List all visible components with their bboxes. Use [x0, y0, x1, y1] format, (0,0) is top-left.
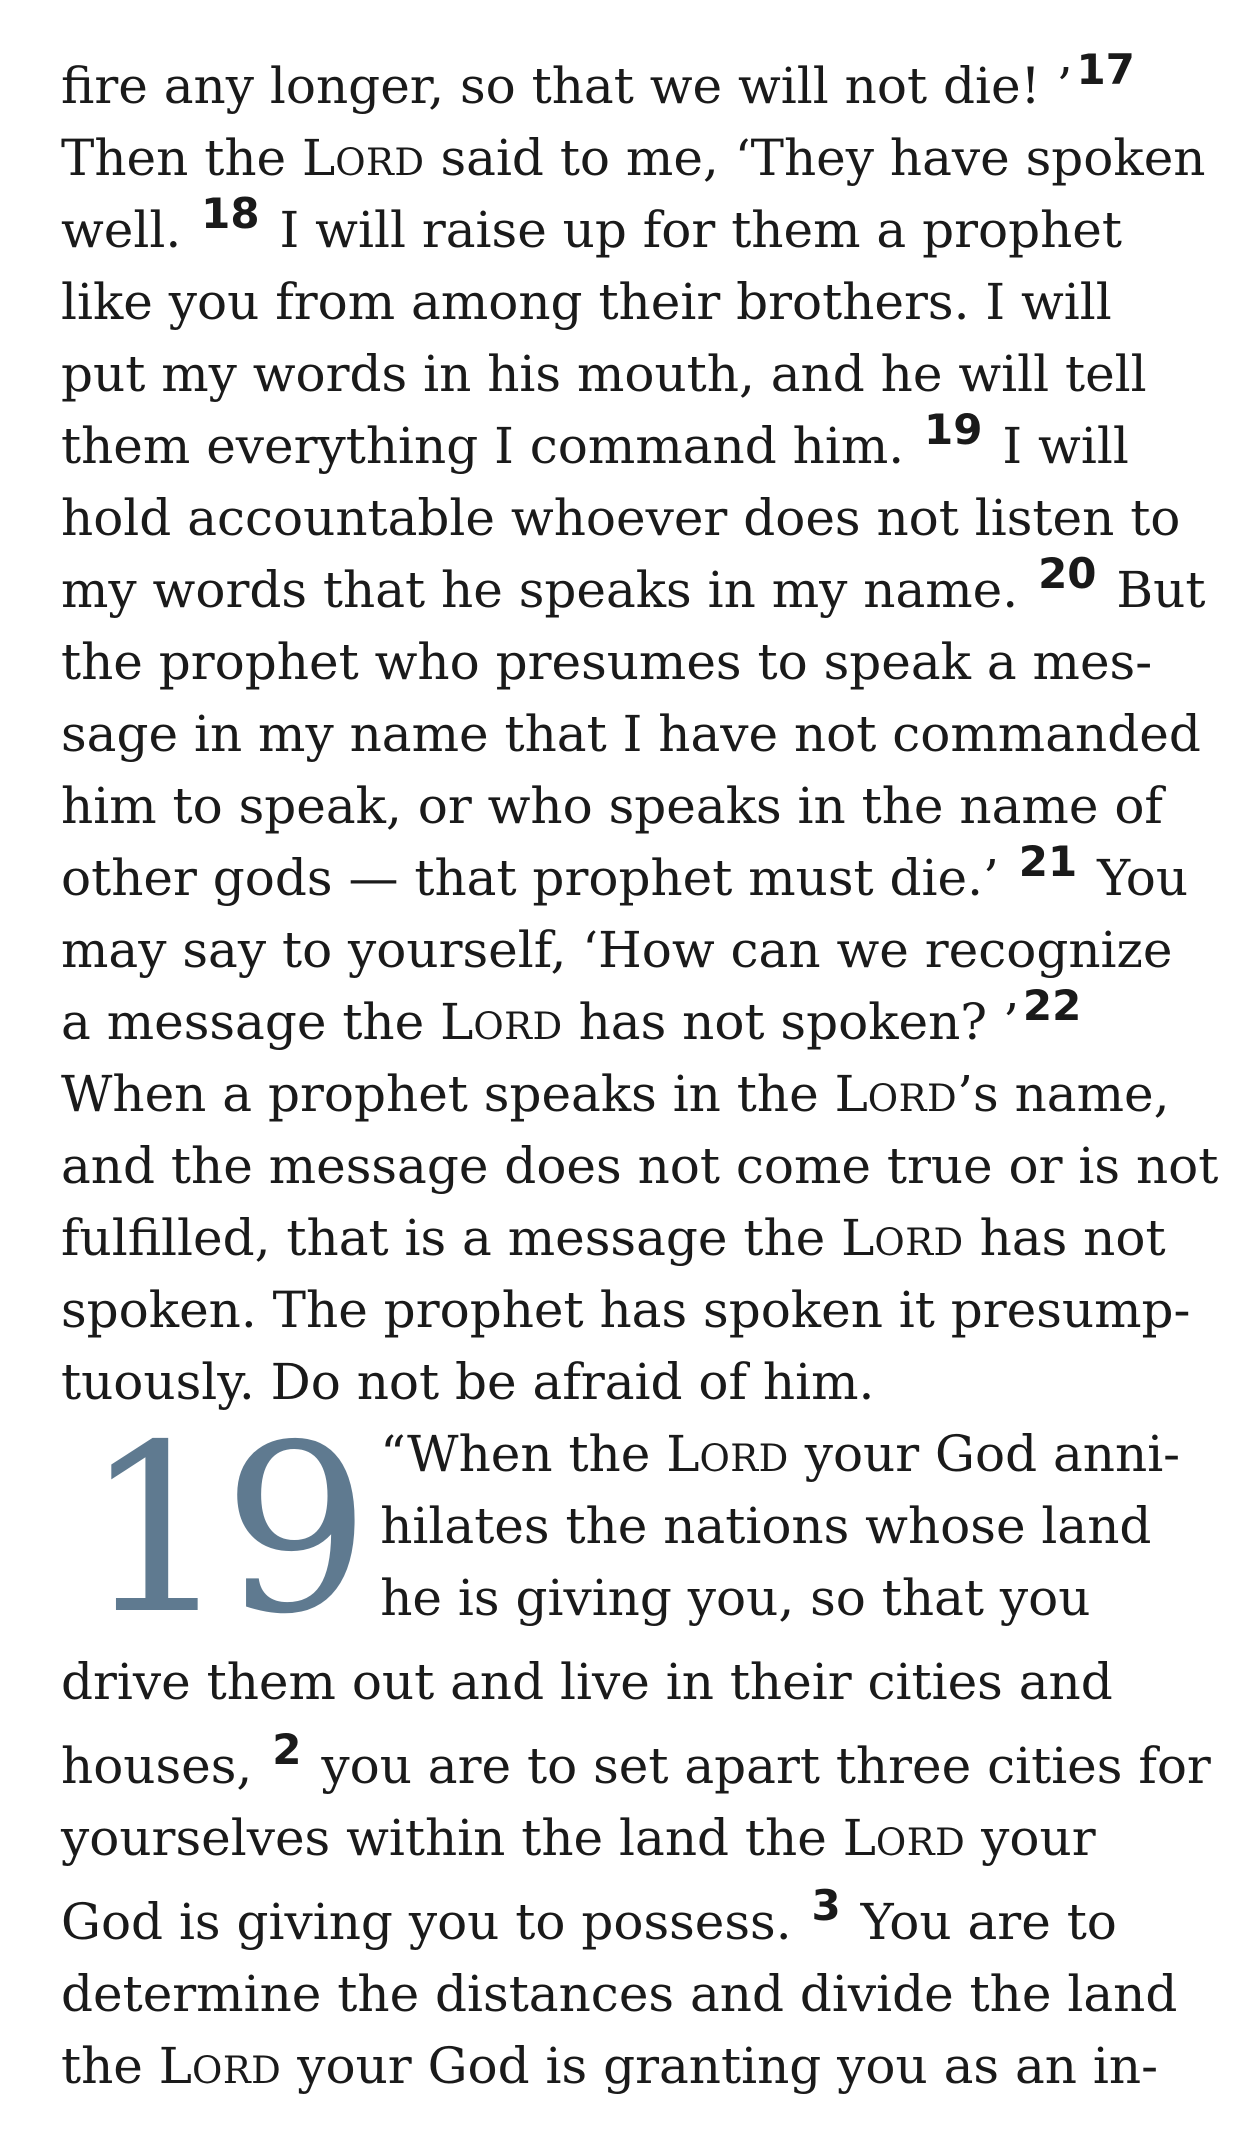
verse-text: you are to set apart three cities for: [321, 1737, 1211, 1795]
verse-text: houses,: [61, 1737, 253, 1795]
divine-name: LORD: [666, 1425, 789, 1483]
chapter-19: [61, 1395, 1211, 2102]
text-line: and the message does not come true or is not: [61, 1137, 1219, 1195]
text-line: [61, 837, 1189, 914]
text-line: hilates the nations whose land: [380, 1497, 1152, 1555]
text-line: [61, 1718, 1211, 1802]
divine-name: LORD: [842, 1809, 966, 1867]
verse-number-21[interactable]: 21: [1018, 837, 1078, 887]
verse-number-20[interactable]: 20: [1038, 549, 1097, 599]
verse-text: You: [1097, 849, 1189, 907]
verse-text: your God anni-: [788, 1425, 1181, 1483]
verse-text: well.: [61, 201, 182, 259]
text-line: [61, 1874, 1186, 1958]
verse-text: the: [61, 2037, 159, 2095]
passage-chapter-18: [61, 45, 1219, 1418]
text-line: sage in my name that I have not commanded: [61, 705, 1201, 763]
text-line: [61, 1058, 1186, 1130]
text-line: [61, 45, 1186, 122]
verse-text: has not: [963, 1209, 1166, 1267]
text-line: [61, 1202, 1186, 1274]
text-line: may say to yourself, ‘How can we recognize: [61, 921, 1173, 979]
divine-name: LORD: [158, 2037, 282, 2095]
verse-text: But: [1116, 561, 1206, 619]
text-line: [61, 405, 1186, 482]
verse-text: yourselves within the land the: [61, 1809, 843, 1867]
divine-name: LORD: [440, 993, 563, 1051]
text-line: [61, 549, 1206, 626]
verse-text: your: [965, 1809, 1096, 1867]
text-line: drive them out and live in their cities and: [61, 1653, 1113, 1711]
verse-text: I will: [1002, 417, 1129, 475]
verse-text: said to me, ‘They have spoken: [424, 129, 1206, 187]
text-line: spoken. The prophet has spoken it presump-: [61, 1281, 1191, 1339]
text-line: he is giving you, so that you: [380, 1569, 1091, 1627]
text-line: him to speak, or who speaks in the name of: [61, 777, 1163, 835]
verse-text: I will raise up for them a prophet: [279, 201, 1122, 259]
verse-number-19[interactable]: 19: [924, 405, 983, 455]
text-line: [61, 981, 1186, 1058]
verse-text: ’s name,: [957, 1065, 1170, 1123]
verse-text: fire any longer, so that we will not die! ’: [61, 57, 1073, 115]
text-line: [61, 1802, 1186, 1874]
verse-number-2[interactable]: 2: [272, 1725, 302, 1775]
verse-text: other gods — that prophet must die.’: [61, 849, 999, 907]
verse-text: fulfilled, that is a message the: [61, 1209, 842, 1267]
text-line: the prophet who presumes to speak a mes-: [61, 633, 1153, 691]
verse-number-18[interactable]: 18: [201, 189, 260, 239]
divine-name: LORD: [302, 129, 425, 187]
verse-number-3[interactable]: 3: [811, 1881, 841, 1931]
text-line: hold accountable whoever does not listen to: [61, 489, 1181, 547]
verse-text: You are to: [860, 1893, 1117, 1951]
verse-number-22[interactable]: 22: [1022, 981, 1082, 1031]
text-line: determine the distances and divide the land: [61, 1965, 1178, 2023]
text-line: like you from among their brothers. I will: [61, 273, 1112, 331]
verse-text: your God is granting you as an in-: [281, 2037, 1158, 2095]
verse-text: “When the: [380, 1425, 667, 1483]
divine-name: LORD: [841, 1209, 964, 1267]
text-line: [61, 122, 1206, 194]
verse-text: a message the: [61, 993, 441, 1051]
text-line: [61, 189, 1186, 266]
verse-text: Then the: [61, 129, 303, 187]
verse-text: them everything I command him.: [61, 417, 905, 475]
verse-text: When a prophet speaks in the: [61, 1065, 835, 1123]
text-line: [61, 2030, 1186, 2102]
text-line: tuously. Do not be afraid of him.: [61, 1353, 875, 1411]
divine-name: LORD: [834, 1065, 958, 1123]
verse-text: my words that he speaks in my name.: [61, 561, 1019, 619]
verse-text: has not spoken? ’: [562, 993, 1019, 1051]
chapter-number-dropcap: 19: [83, 1395, 363, 1665]
text-line: put my words in his mouth, and he will tell: [61, 345, 1147, 403]
verse-number-17[interactable]: 17: [1076, 45, 1135, 95]
verse-text: God is giving you to possess.: [61, 1893, 792, 1951]
